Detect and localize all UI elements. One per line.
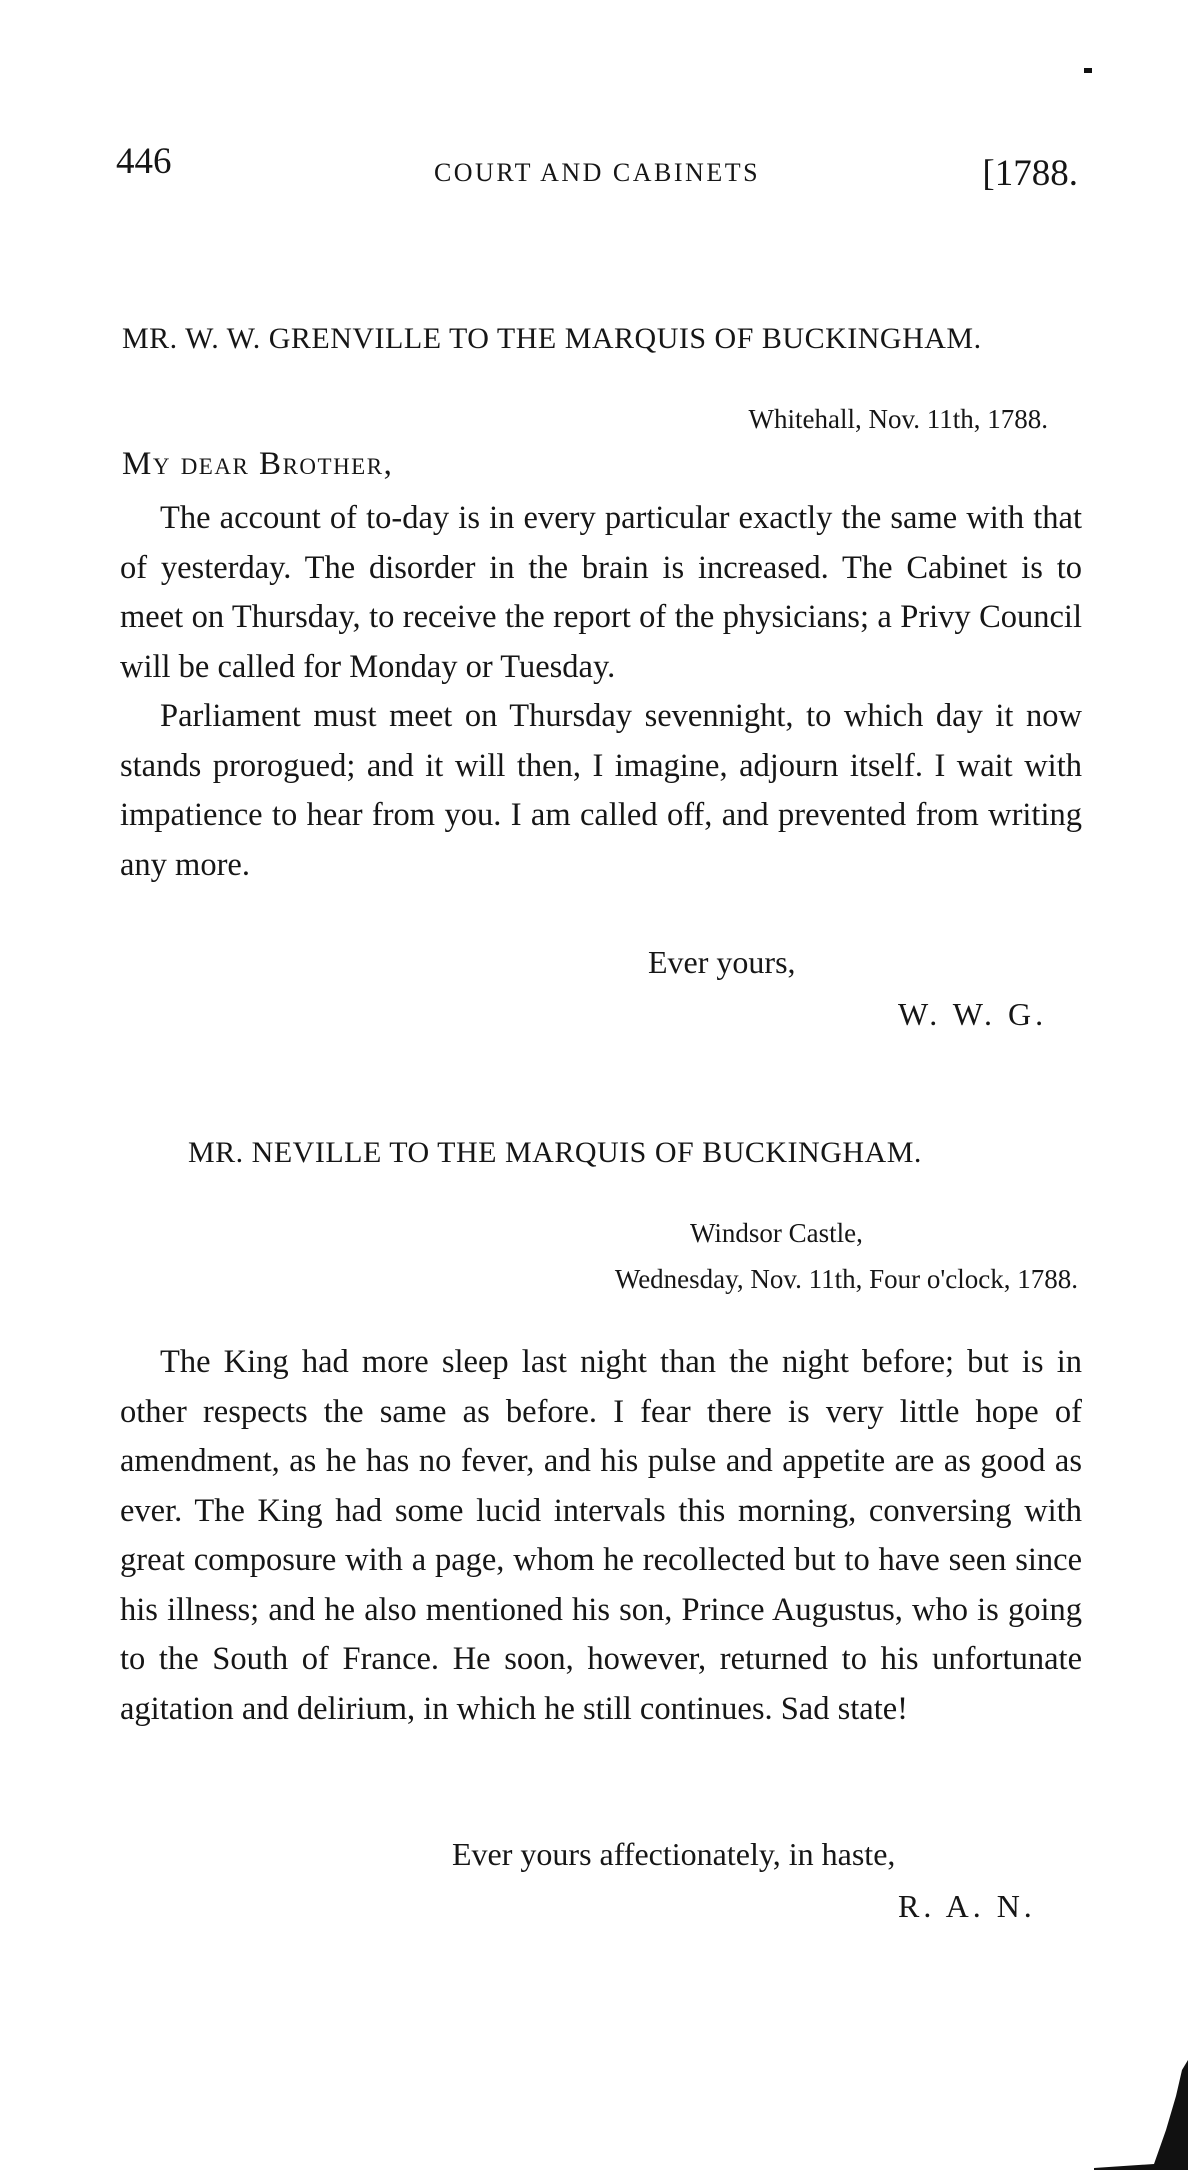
header-year: [1788. (982, 153, 1078, 194)
letter-1-paragraph-1: The account of to-day is in every particular exactly the same with that of yesterday. The disorder in the brain is increased. The Cabinet is to meet on Thursday, to receive the report of the physicians; a Privy Council will be called for Monday or Tuesday. (120, 500, 1082, 685)
letter-1-paragraph-2: Parliament must meet on Thursday sevennight, to which day it now stands prorogued; and it will then, I imagine, adjourn itself. I wait with impatience to hear from you. I am called off, and prevented from writing any more. (120, 698, 1082, 883)
letter-1-heading: MR. W. W. GRENVILLE TO THE MARQUIS OF BUCKINGHAM. (122, 322, 982, 355)
letter-2-closing: Ever yours affectionately, in haste, (452, 1836, 896, 1872)
running-title: COURT AND CABINETS (433, 158, 761, 187)
letter-2-paragraph-1: The King had more sleep last night than the night before; but is in other respects the same as before. I fear there is very little hope of amendment, as he has no fever, and his pulse and appetite are as good as ever. The King had some lucid intervals this morning, conversing with great composure with a page, whom he recollected but to have seen since his illness; and he also mentioned his son, Prince Augustus, who is going to the South of France. He soon, however, returned to his unfortunate agitation and delirium, in which he still continues. Sad state! (120, 1344, 1082, 1727)
letter-2-dateline-place: Windsor Castle, (690, 1218, 863, 1248)
letter-1-salutation: My dear Brother, (122, 446, 394, 482)
page-header (116, 140, 1078, 200)
letter-2-dateline-time: Wednesday, Nov. 11th, Four o'clock, 1788. (614, 1264, 1078, 1294)
letter-1-closing: Ever yours, (648, 944, 796, 980)
letter-1-body (120, 494, 1082, 890)
letter-2-signature: R. A. N. (898, 1888, 1036, 1924)
letter-1-dateline: Whitehall, Nov. 11th, 1788. (748, 404, 1048, 434)
page-corner-mark (1094, 2060, 1188, 2170)
ink-speck (1084, 68, 1092, 73)
letter-2-body (120, 1338, 1082, 1734)
page-number: 446 (116, 141, 172, 182)
letter-1-signature: W. W. G. (898, 996, 1048, 1032)
letter-2-heading: MR. NEVILLE TO THE MARQUIS OF BUCKINGHAM. (188, 1136, 922, 1169)
